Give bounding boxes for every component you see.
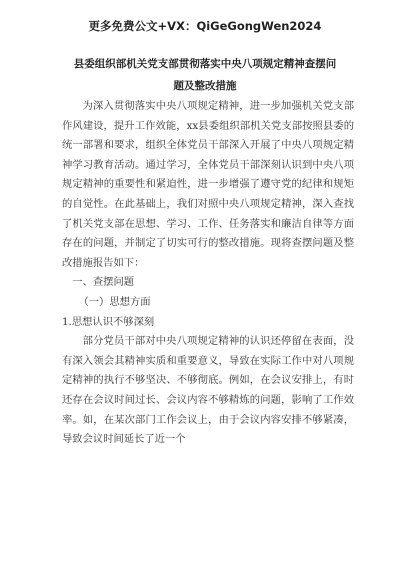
header-banner: 更多免费公文+VX：QiGeGongWen2024 [88, 19, 322, 33]
document-body [62, 97, 354, 450]
body-paragraph: 部分党员干部对中央八项规定精神的认识还停留在表面，没有深入领会其精神实质和重要意义，导致在实际工作中对八项规定精神的执行不够坚决、不够彻底。例如，在会议安排上，有时还存在会议时间过长、会议内容不够精炼的问题，影响了工作效率。如，在某次部门工作会议上，由于会议内容安排不够紧凑，导致会议时间延长了近一个 [62, 335, 354, 446]
document-title-line-1: 县委组织部机关党支部贯彻落实中央八项规定精神查摆问 [73, 58, 337, 70]
item-heading: 1.思想认识不够深刻 [62, 315, 155, 328]
section-heading: 一、查摆问题 [72, 276, 135, 289]
intro-paragraph: 为深入贯彻落实中央八项规定精神，进一步加强机关党支部作风建设，提升工作效能，xx县委组织部机关党支部按照县委的统一部署和要求，组织全体党员干部深入开展了中央八项规定精神学习教育活动。通过学习，全体党员干部深刻认识到中央八项规定精神的重要性和紧迫性，进一步增强了遵守党的纪律和规矩的自觉性。在此基础上，我们对照中央八项规定精神，深入查找了机关党支部在思想、学习、工作、任务落实和廉洁自律等方面存在的问题，并制定了切实可行的整改措施。现将查摆问题及整改措施报告如下： [62, 100, 354, 269]
subsection-heading: （一）思想方面 [78, 295, 151, 308]
document-title [40, 53, 370, 97]
document-title-line-2: 题及整改措施 [173, 80, 237, 92]
